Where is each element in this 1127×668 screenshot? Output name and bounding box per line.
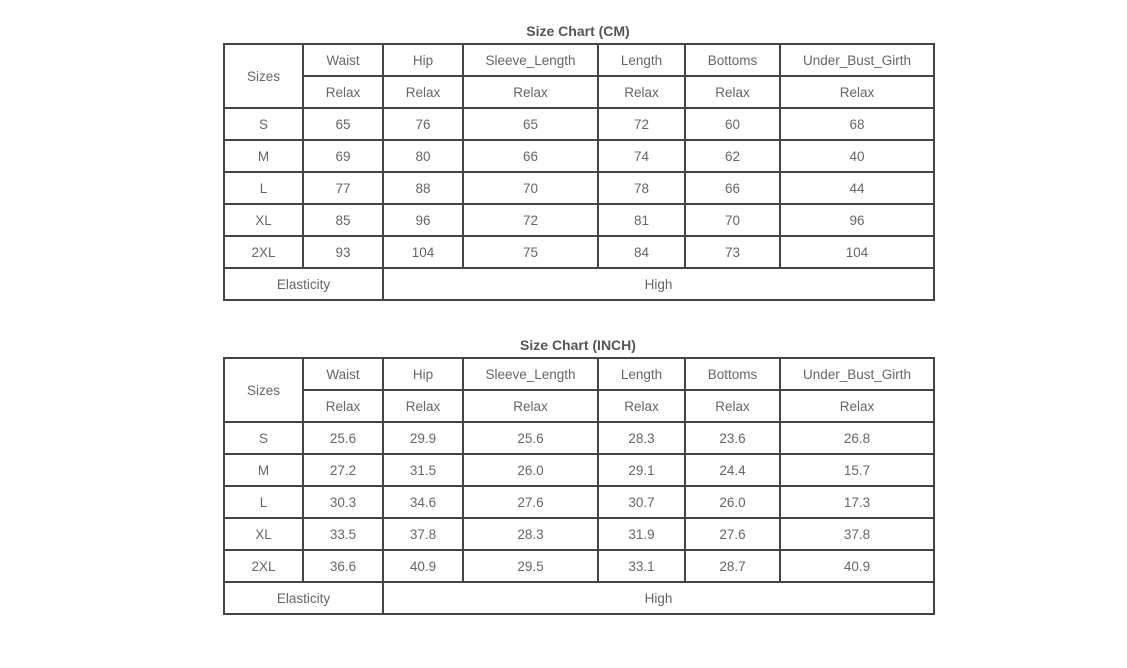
- measurement-cell: 66: [463, 140, 598, 172]
- measurement-cell: 62: [685, 140, 780, 172]
- measurement-cell: 24.4: [685, 454, 780, 486]
- measurement-cell: 96: [780, 204, 934, 236]
- measurement-cell: 77: [303, 172, 383, 204]
- measurement-cell: 76: [383, 108, 463, 140]
- elasticity-label-cell: Elasticity: [224, 268, 383, 300]
- table-row: [224, 140, 934, 172]
- measurement-cell: 93: [303, 236, 383, 268]
- column-header-cell: Bottoms: [685, 44, 780, 76]
- measurement-cell: 74: [598, 140, 685, 172]
- measurement-cell: 30.3: [303, 486, 383, 518]
- table-row: [224, 518, 934, 550]
- column-header-cell: Waist: [303, 358, 383, 390]
- size-label-cell: 2XL: [224, 236, 303, 268]
- size-label-cell: L: [224, 486, 303, 518]
- measurement-cell: 72: [598, 108, 685, 140]
- column-header-cell: Length: [598, 44, 685, 76]
- measurement-cell: 29.5: [463, 550, 598, 582]
- measurement-cell: 40.9: [780, 550, 934, 582]
- table-row: [224, 486, 934, 518]
- measurement-cell: 31.9: [598, 518, 685, 550]
- measurement-cell: 104: [383, 236, 463, 268]
- measurement-cell: 78: [598, 172, 685, 204]
- relax-subheader-cell: Relax: [463, 76, 598, 108]
- size-label-cell: L: [224, 172, 303, 204]
- measurement-cell: 29.1: [598, 454, 685, 486]
- relax-subheader-cell: Relax: [685, 390, 780, 422]
- measurement-cell: 75: [463, 236, 598, 268]
- measurement-cell: 81: [598, 204, 685, 236]
- measurement-cell: 36.6: [303, 550, 383, 582]
- relax-subheader-cell: Relax: [303, 76, 383, 108]
- column-header-cell: Under_Bust_Girth: [780, 358, 934, 390]
- measurement-cell: 29.9: [383, 422, 463, 454]
- measurement-cell: 28.3: [598, 422, 685, 454]
- size-chart-inch-table: [223, 357, 935, 615]
- measurement-cell: 27.2: [303, 454, 383, 486]
- measurement-cell: 72: [463, 204, 598, 236]
- column-header-cell: Under_Bust_Girth: [780, 44, 934, 76]
- size-label-cell: M: [224, 454, 303, 486]
- measurement-cell: 17.3: [780, 486, 934, 518]
- measurement-cell: 84: [598, 236, 685, 268]
- measurement-cell: 44: [780, 172, 934, 204]
- measurement-cell: 40: [780, 140, 934, 172]
- measurement-cell: 15.7: [780, 454, 934, 486]
- relax-subheader-cell: Relax: [463, 390, 598, 422]
- size-chart-inch-title: Size Chart (INCH): [520, 337, 636, 353]
- measurement-cell: 66: [685, 172, 780, 204]
- measurement-cell: 96: [383, 204, 463, 236]
- size-label-cell: XL: [224, 518, 303, 550]
- measurement-cell: 33.5: [303, 518, 383, 550]
- measurement-cell: 30.7: [598, 486, 685, 518]
- size-label-cell: S: [224, 108, 303, 140]
- relax-subheader-cell: Relax: [780, 76, 934, 108]
- size-label-cell: M: [224, 140, 303, 172]
- measurement-cell: 28.7: [685, 550, 780, 582]
- column-header-cell: Sleeve_Length: [463, 358, 598, 390]
- sizes-header-cell: Sizes: [224, 44, 303, 108]
- table-row: [224, 454, 934, 486]
- measurement-cell: 26.0: [463, 454, 598, 486]
- measurement-cell: 70: [685, 204, 780, 236]
- elasticity-value-cell: High: [383, 582, 934, 614]
- table-row: [224, 204, 934, 236]
- relax-subheader-cell: Relax: [598, 390, 685, 422]
- elasticity-row: [224, 582, 934, 614]
- measurement-cell: 40.9: [383, 550, 463, 582]
- elasticity-row: [224, 268, 934, 300]
- table-row: [224, 236, 934, 268]
- measurement-cell: 31.5: [383, 454, 463, 486]
- header-row: [224, 44, 934, 76]
- measurement-cell: 69: [303, 140, 383, 172]
- elasticity-value-cell: High: [383, 268, 934, 300]
- measurement-cell: 70: [463, 172, 598, 204]
- subheader-row: [224, 76, 934, 108]
- column-header-cell: Length: [598, 358, 685, 390]
- relax-subheader-cell: Relax: [303, 390, 383, 422]
- relax-subheader-cell: Relax: [780, 390, 934, 422]
- column-header-cell: Hip: [383, 358, 463, 390]
- measurement-cell: 25.6: [303, 422, 383, 454]
- measurement-cell: 65: [463, 108, 598, 140]
- table-row: [224, 422, 934, 454]
- size-chart-cm-title: Size Chart (CM): [526, 23, 630, 39]
- size-label-cell: 2XL: [224, 550, 303, 582]
- column-header-cell: Sleeve_Length: [463, 44, 598, 76]
- measurement-cell: 27.6: [685, 518, 780, 550]
- measurement-cell: 73: [685, 236, 780, 268]
- measurement-cell: 25.6: [463, 422, 598, 454]
- measurement-cell: 33.1: [598, 550, 685, 582]
- table-row: [224, 172, 934, 204]
- relax-subheader-cell: Relax: [685, 76, 780, 108]
- measurement-cell: 85: [303, 204, 383, 236]
- measurement-cell: 27.6: [463, 486, 598, 518]
- size-chart-cm-table: [223, 43, 935, 301]
- table-row: [224, 108, 934, 140]
- column-header-cell: Waist: [303, 44, 383, 76]
- measurement-cell: 28.3: [463, 518, 598, 550]
- elasticity-label-cell: Elasticity: [224, 582, 383, 614]
- size-label-cell: XL: [224, 204, 303, 236]
- measurement-cell: 80: [383, 140, 463, 172]
- measurement-cell: 26.8: [780, 422, 934, 454]
- measurement-cell: 68: [780, 108, 934, 140]
- column-header-cell: Bottoms: [685, 358, 780, 390]
- relax-subheader-cell: Relax: [383, 390, 463, 422]
- sizes-header-cell: Sizes: [224, 358, 303, 422]
- relax-subheader-cell: Relax: [598, 76, 685, 108]
- column-header-cell: Hip: [383, 44, 463, 76]
- measurement-cell: 26.0: [685, 486, 780, 518]
- relax-subheader-cell: Relax: [383, 76, 463, 108]
- table-row: [224, 550, 934, 582]
- subheader-row: [224, 390, 934, 422]
- measurement-cell: 65: [303, 108, 383, 140]
- measurement-cell: 34.6: [383, 486, 463, 518]
- size-label-cell: S: [224, 422, 303, 454]
- measurement-cell: 37.8: [780, 518, 934, 550]
- measurement-cell: 104: [780, 236, 934, 268]
- measurement-cell: 23.6: [685, 422, 780, 454]
- header-row: [224, 358, 934, 390]
- measurement-cell: 37.8: [383, 518, 463, 550]
- measurement-cell: 60: [685, 108, 780, 140]
- measurement-cell: 88: [383, 172, 463, 204]
